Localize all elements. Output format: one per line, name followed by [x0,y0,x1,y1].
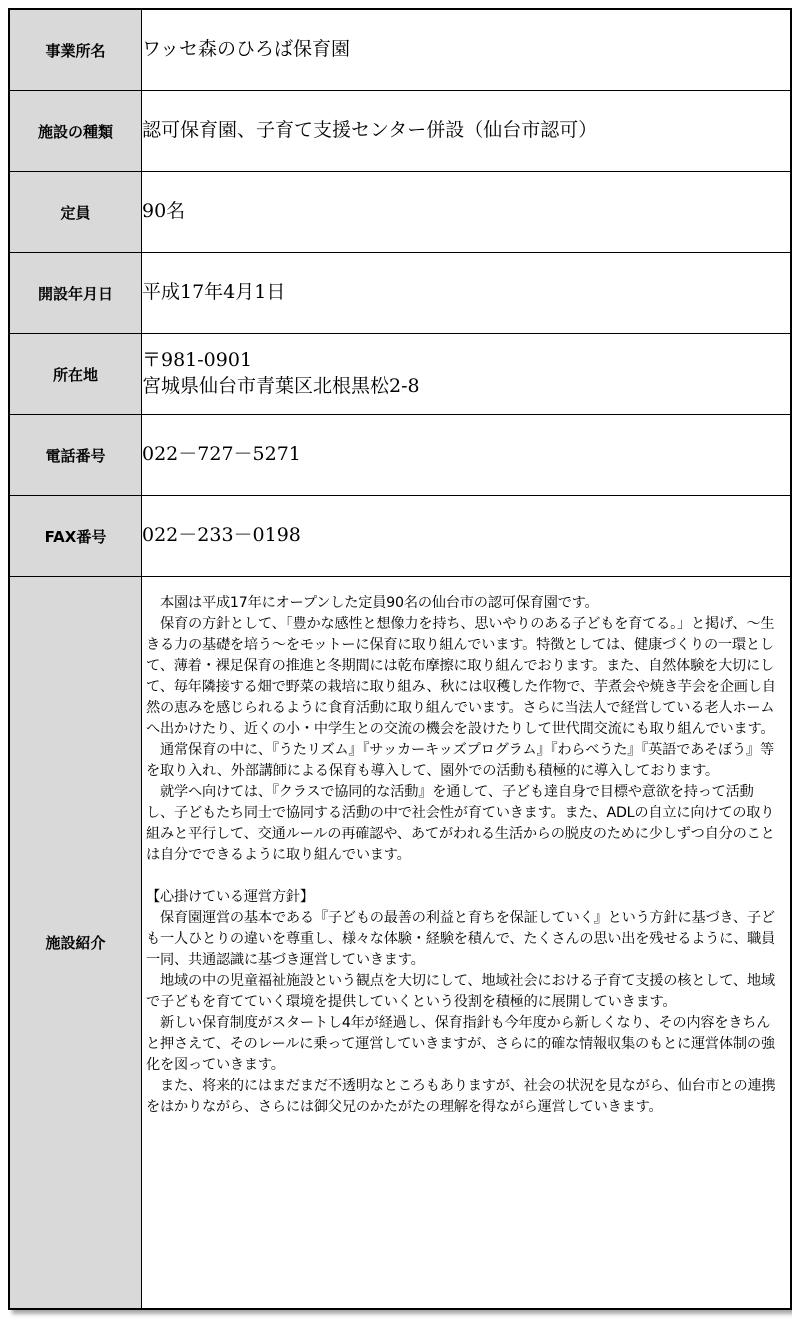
label-facility-type: 施設の種類 [10,91,142,172]
value-fax: 022－233－0198 [142,496,791,577]
value-address [142,334,791,415]
label-introduction: 施設紹介 [10,577,142,1309]
label-address: 所在地 [10,334,142,415]
intro-paragraph: 新しい保育制度がスタートし4年が経過し、保育指針も今年度から新しくなり、その内容をきちんと押さえて、そのレールに乗って運営していきますが、さらに的確な情報収集のもとに運営体制の強化を図っていきます。 [146,1015,775,1073]
intro-paragraph: 就学へ向けては、『クラスで協同的な活動』を通して、子ども達自身で目標や意欲を持って活動し、子どもたち同士で協同する活動の中で社会性が育ていきます。また、ADLの自立に向けての取り組みと平行して、交通ルールの再確認や、あてがわれる生活からの脱皮のために少しずつ自分のことは自分でできるように取り組んでいます。 [146,784,775,863]
street-address: 宮城県仙台市青葉区北根黒松2-8 [142,375,420,397]
intro-paragraph: 地域の中の児童福祉施設という観点を大切にして、地域社会における子育て支援の核として、地域で子どもを育てていく環境を提供していくという役割を積極的に展開していきます。 [146,973,775,1010]
postal-code: 〒981-0901 [142,349,253,372]
label-phone: 電話番号 [10,415,142,496]
label-fax: FAX番号 [10,496,142,577]
blank-line [146,866,776,887]
facility-info-table [8,8,792,1310]
row-opening-date [10,253,791,334]
row-facility-name [10,10,791,91]
row-address [10,334,791,415]
intro-paragraph: 保育の方針として、「豊かな感性と想像力を持ち、思いやりのある子どもを育てる。」と掲げ、～生きる力の基礎を培う～をモットーに保育に取り組んでいます。特徴としては、健康づくりの一環として、薄着・裸足保育の推進と冬期間には乾布摩擦に取り組んでおります。また、自然体験を大切にして、毎年隣接する畑で野菜の栽培に取り組み、秋には収穫した作物で、芋煮会や焼き芋会を企画し自然の恵みを感じられるように食育活動に取り組んでいます。さらに当法人で経営している老人ホームへ出かけたり、近くの小・中学生との交流の機会を設けたりして世代間交流にも取り組んでいます。 [146,616,776,737]
row-introduction [10,577,791,1309]
intro-paragraph: 通常保育の中に、『うたリズム』『サッカーキッズプログラム』『わらべうた』『英語であそぼう』等を取り入れ、外部講師による保育も導入して、園外での活動も積極的に導入しております。 [146,742,775,779]
row-phone [10,415,791,496]
row-capacity [10,172,791,253]
intro-paragraph: 保育園運営の基本である『子どもの最善の利益と育ちを保証していく』という方針に基づき、子ども一人ひとりの違いを尊重し、様々な体験・経験を積んで、たくさんの思い出を残せるように、職員一同、共通認識に基づき運営していきます。 [146,910,776,968]
introduction-text [142,577,791,1309]
intro-paragraph: 本園は平成17年にオープンした定員90名の仙台市の認可保育園です。 [146,595,599,611]
row-facility-type [10,91,791,172]
value-facility-type: 認可保育園、子育て支援センター併設（仙台市認可） [142,91,791,172]
value-phone: 022－727－5271 [142,415,791,496]
intro-paragraph: また、将来的にはまだまだ不透明なところもありますが、社会の状況を見ながら、仙台市との連携をはかりながら、さらには御父兄のかたがたの理解を得ながら運営していきます。 [146,1078,776,1115]
label-opening-date: 開設年月日 [10,253,142,334]
value-opening-date: 平成17年4月1日 [142,253,791,334]
row-fax [10,496,791,577]
label-facility-name: 事業所名 [10,10,142,91]
policy-heading: 【心掛けている運営方針】 [146,889,314,905]
info-table [9,9,791,1309]
value-capacity: 90名 [142,172,791,253]
value-facility-name: ワッセ森のひろば保育園 [142,10,791,91]
label-capacity: 定員 [10,172,142,253]
